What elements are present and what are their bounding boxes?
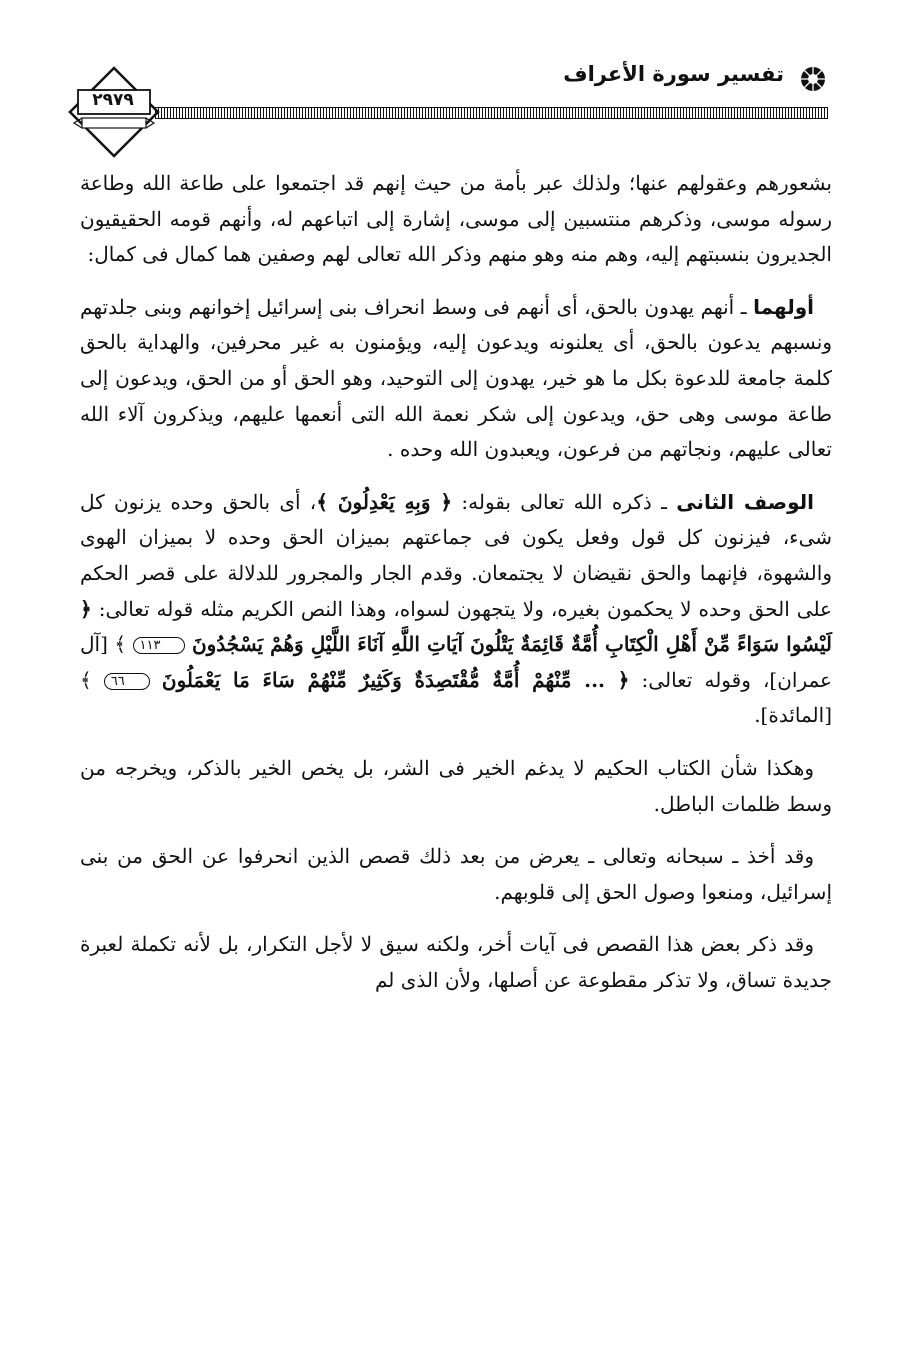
quran-verse: ﴿ لَيْسُوا سَوَاءً مِّنْ أَهْلِ الْكِتَابِ أُمَّةٌ قَائِمَةٌ يَتْلُونَ آيَاتِ اللَّهِ آنَاءَ اللَّيْلِ وَهُمْ يَسْجُدُونَ — [80, 596, 833, 657]
header-rule — [155, 107, 828, 119]
flower-ornament-icon — [798, 64, 828, 94]
paragraph-5: وقد أخذ ـ سبحانه وتعالى ـ يعرض من بعد ذلك قصص الذين انحرفوا عن الحق من بنى إسرائيل، ومنعوا وصول الحق إلى قلوبهم. — [80, 844, 832, 904]
paragraph-3: الوصف الثانى ـ ذكره الله تعالى بقوله: ﴿ وَبِهِ يَعْدِلُونَ ﴾، أى بالحق وحده يزنون كل شىء، فيزنون كل قول وفعل يكون فى جماعتهم بميزان الحق وحده لا بميزان الهوى والشهوة، فإنهما والحق نقيضان لا يجتمعان. وقدم الجار والمجرور للدلالة على قصر الحكم على الحق وحده لا يحكمون بغيره، ولا يتجهون لسواه، وهذا النص الكريم مثله قوله تعالى: ﴿ لَيْسُوا سَوَاءً مِّنْ أَهْلِ الْكِتَابِ أُمَّةٌ قَائِمَةٌ يَتْلُونَ آيَاتِ اللَّهِ آنَاءَ اللَّيْلِ وَهُمْ يَسْجُدُونَ ١١٣ ﴾ [آل عمران]، وقوله تعالى: ﴿ ... مِّنْهُمْ أُمَّةٌ مُّقْتَصِدَةٌ وَكَثِيرٌ مِّنْهُمْ سَاءَ مَا يَعْمَلُونَ ٦٦ ﴾ [المائدة]. — [80, 489, 833, 728]
page-number: ٢٩٧٩ — [92, 90, 134, 110]
paragraph-4: وهكذا شأن الكتاب الحكيم لا يدغم الخير فى الشر، بل يخص الخير بالذكر، ويخرجه من وسط ظلمات الباطل. — [80, 755, 832, 816]
paragraph-2: أولهما ـ أنهم يهدون بالحق، أى أنهم فى وسط انحراف بنى إسرائيل إخوانهم وبنى جلدتهم ونسبهم يدعون بالحق، أى يعلنونه ويدعون إليه، ويؤمنون به غير محرفين، والهداية بالحق كلمة جامعة للدعوة بكل ما هو خير، يهدون إلى التوحيد، وهو الحق أو من الحق، ويدعون إلى طاعة موسى وهى حق، ويدعون إلى شكر نعمة الله التى أنعمها عليهم، ويذكرون آلاء الله تعالى عليهم، ونجاتهم من فرعون، ويعبدون الله وحده . — [80, 294, 832, 462]
second-trait-heading: الوصف الثانى — [676, 489, 814, 514]
paragraph-1: بشعورهم وعقولهم عنها؛ ولذلك عبر بأمة من حيث إنهم قد اجتمعوا على طاعة الله وطاعة رسوله موسى، وذكرهم منتسبين إلى موسى، إشارة إلى اتباعهم له، وأنهم قومه الحقيقيون الجديرون بنسبتهم إليه، وهم منه وهو منهم وذكر الله تعالى لهم وصفين هما كمال فى كمال: — [80, 171, 832, 267]
running-header-title: تفسير سورة الأعراف — [563, 62, 784, 86]
body-text — [80, 166, 832, 1015]
page-number-badge — [68, 66, 160, 158]
paragraph-6: وقد ذكر بعض هذا القصص فى آيات أخر، ولكنه سيق لا لأجل التكرار، بل لأنه تكملة لعبرة جديدة تساق، ولا تذكر مقطوعة عن أصلها، ولأن الذى لم — [80, 932, 832, 992]
quran-verse: ﴿ وَبِهِ يَعْدِلُونَ ﴾ — [316, 489, 453, 514]
verse-number: ١١٣ — [133, 637, 186, 654]
quran-verse: ﴿ ... مِّنْهُمْ أُمَّةٌ مُّقْتَصِدَةٌ وَكَثِيرٌ مِّنْهُمْ سَاءَ مَا يَعْمَلُونَ — [161, 667, 630, 692]
verse-number: ٦٦ — [104, 673, 150, 690]
first-trait-heading: أولهما — [753, 294, 814, 319]
